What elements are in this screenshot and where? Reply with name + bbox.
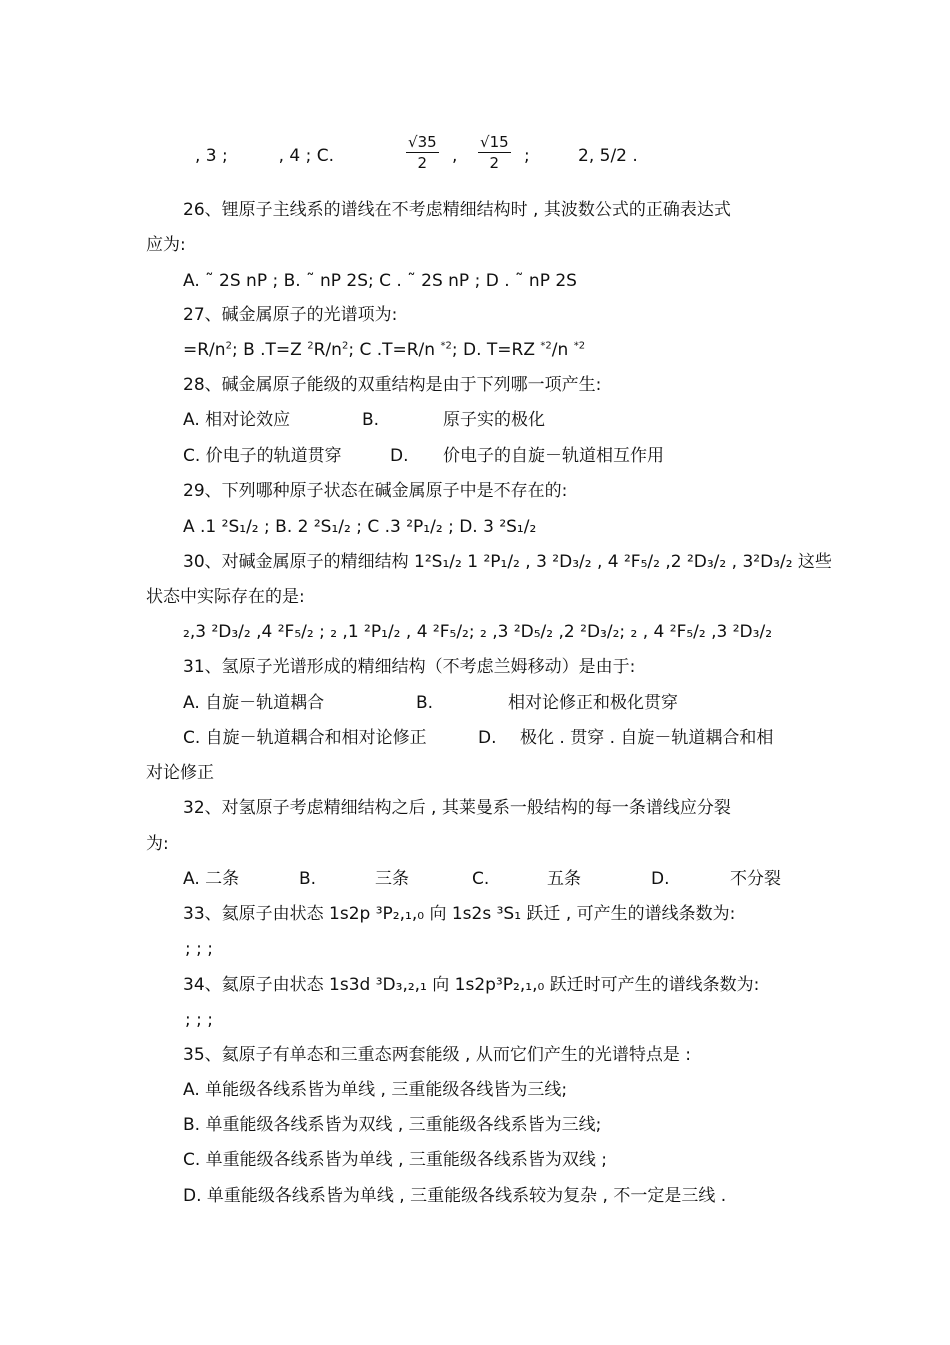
- q31-option-b-letter: B.: [416, 693, 434, 713]
- q27-option-a: =R/n: [183, 340, 226, 360]
- q28-stem: 28、碱金属原子能级的双重结构是由于下列哪一项产生:: [183, 375, 602, 395]
- q31-option-c: C. 自旋－轨道耦合和相对论修正: [183, 728, 427, 748]
- q32-option-b-letter: B.: [299, 869, 317, 889]
- q25-option-a: , 3 ;: [195, 146, 228, 166]
- fraction-numerator: 35: [417, 133, 437, 151]
- q26-stem: 26、锂原子主线系的谱线在不考虑精细结构时 , 其波数公式的正确表达式: [183, 200, 731, 220]
- q31-option-d-cont: 对论修正: [146, 763, 214, 783]
- q31-option-d-letter: D.: [478, 728, 497, 748]
- q25-options-line: [195, 146, 334, 166]
- q26-options: A. ˜ 2S nP ; B. ˜ nP 2S; C . ˜ 2S nP ; D . ˜ nP 2S: [183, 271, 577, 291]
- q35-option-d: D. 单重能级各线系皆为单线 , 三重能级各线系较为复杂 , 不一定是三线 .: [183, 1186, 727, 1206]
- q31-option-b-text: 相对论修正和极化贯穿: [508, 693, 678, 713]
- q27-options: [183, 340, 585, 360]
- q25-option-b: , 4 ; C.: [278, 146, 335, 166]
- q32-stem: 32、对氢原子考虑精细结构之后 , 其莱曼系一般结构的每一条谱线应分裂: [183, 798, 731, 818]
- q31-option-d-text: 极化 . 贯穿 . 自旋－轨道耦合和相: [520, 728, 774, 748]
- q31-stem: 31、氢原子光谱形成的精细结构（不考虑兰姆移动）是由于:: [183, 657, 636, 677]
- superscript: *2: [540, 340, 552, 352]
- q27-stem: 27、碱金属原子的光谱项为:: [183, 305, 398, 325]
- fraction-sqrt35-over-2: $\frac{√35}{2}$: [408, 133, 437, 172]
- q33-blanks: ; ; ;: [185, 939, 213, 959]
- fraction-denominator: 2: [417, 154, 428, 172]
- superscript: 2: [225, 340, 232, 352]
- q32-option-c-text: 五条: [547, 869, 581, 889]
- fraction-denominator: 2: [489, 154, 500, 172]
- comma: ,: [452, 146, 458, 166]
- q32-stem-cont: 为:: [146, 834, 169, 854]
- q27-option-d-cont: /n: [551, 340, 569, 360]
- fraction-numerator: 15: [489, 133, 509, 151]
- q35-stem: 35、氦原子有单态和三重态两套能级 , 从而它们产生的光谱特点是 :: [183, 1045, 691, 1065]
- fraction-sqrt15-over-2: $\frac{√15}{2}$: [480, 133, 509, 172]
- q28-option-d-letter: D.: [390, 446, 409, 466]
- q26-stem-cont: 应为:: [146, 235, 186, 255]
- q28-option-d-text: 价电子的自旋－轨道相互作用: [443, 446, 664, 466]
- q32-option-d-letter: D.: [651, 869, 670, 889]
- q32-option-c-letter: C.: [472, 869, 490, 889]
- q31-option-a: A. 自旋－轨道耦合: [183, 693, 325, 713]
- q29-options: A .1 ²S₁/₂ ; B. 2 ²S₁/₂ ; C .3 ²P₁/₂ ; D. 3 ²S₁/₂: [183, 517, 537, 537]
- q28-option-a: A. 相对论效应: [183, 410, 291, 430]
- q34-stem: 34、氦原子由状态 1s3d ³D₃,₂,₁ 向 1s2p³P₂,₁,₀ 跃迁时可产生的谱线条数为:: [183, 975, 760, 995]
- q29-stem: 29、下列哪种原子状态在碱金属原子中是不存在的:: [183, 481, 568, 501]
- superscript: 2: [307, 340, 314, 352]
- superscript: 2: [341, 340, 349, 352]
- q32-option-a: A. 二条: [183, 869, 240, 889]
- q32-option-d-text: 不分裂: [730, 869, 781, 889]
- q35-option-a: A. 单能级各线系皆为单线 , 三重能级各线皆为三线;: [183, 1080, 568, 1100]
- superscript: *2: [573, 340, 586, 352]
- q25-option-d: 2, 5/2 .: [578, 146, 638, 166]
- q35-option-b: B. 单重能级各线系皆为双线 , 三重能级各线系皆为三线;: [183, 1115, 602, 1135]
- q27-option-b: ; B .T=Z: [231, 340, 302, 360]
- q28-option-c: C. 价电子的轨道贯穿: [183, 446, 342, 466]
- q33-stem: 33、氦原子由状态 1s2p ³P₂,₁,₀ 向 1s2s ³S₁ 跃迁 , 可产生的谱线条数为:: [183, 904, 736, 924]
- superscript: *2: [440, 340, 452, 352]
- q28-option-b-letter: B.: [362, 410, 380, 430]
- q30-options: ₂,3 ²D₃/₂ ,4 ²F₅/₂ ; ₂ ,1 ²P₁/₂ , 4 ²F₅/₂; ₂ ,3 ²D₅/₂ ,2 ²D₃/₂; ₂ , 4 ²F₅/₂ ,3 ²D₃/₂: [183, 622, 773, 642]
- q30-stem: 30、对碱金属原子的精细结构 1²S₁/₂ 1 ²P₁/₂ , 3 ²D₃/₂ , 4 ²F₅/₂ ,2 ²D₃/₂ , 3²D₃/₂ 这些: [183, 552, 832, 572]
- q35-option-c: C. 单重能级各线系皆为单线 , 三重能级各线系皆为双线 ;: [183, 1150, 608, 1170]
- q34-blanks: ; ; ;: [185, 1010, 213, 1030]
- q28-option-b-text: 原子实的极化: [443, 410, 545, 430]
- semicolon: ;: [524, 146, 530, 166]
- q27-option-c: ; C .T=R/n: [348, 340, 436, 360]
- q32-option-b-text: 三条: [375, 869, 409, 889]
- q27-option-b-cont: R/n: [313, 340, 342, 360]
- q30-stem-cont: 状态中实际存在的是:: [146, 587, 305, 607]
- q27-option-d: ; D. T=RZ: [451, 340, 535, 360]
